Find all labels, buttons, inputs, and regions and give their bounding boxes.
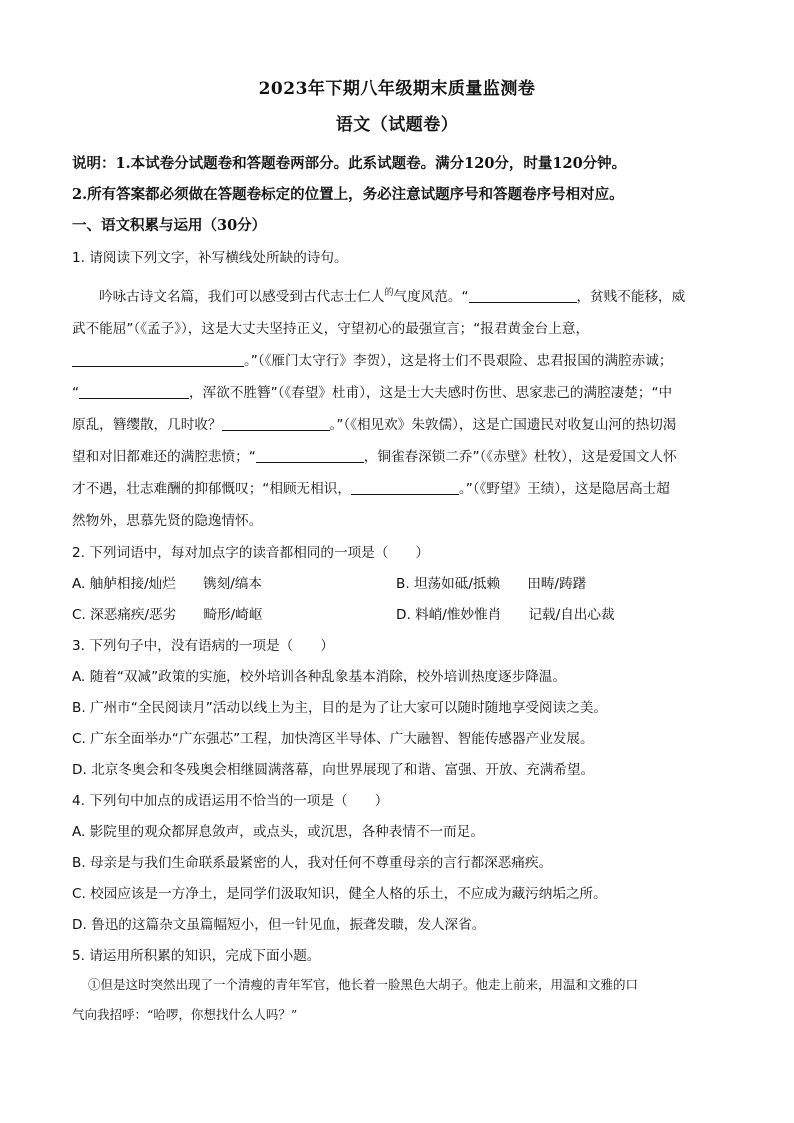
question-4-stem: 4. 下列句中加点的成语运用不恰当的一项是（ ） bbox=[72, 793, 389, 809]
answer-blank-3[interactable] bbox=[79, 384, 189, 399]
question-4-option-a[interactable]: A. 影院里的观众都屏息敛声，或点头，或沉思，各种表情不一而足。 bbox=[72, 824, 484, 840]
instruction-line-1: 说明：1.本试卷分试题卷和答题卷两部分。此系试题卷。满分120分，时量120分钟。 bbox=[72, 155, 627, 172]
question-1-line-7 bbox=[72, 477, 670, 497]
question-4-option-c[interactable]: C. 校园应该是一方净土，是同学们汲取知识，健全人格的乐土，不应成为藏污纳垢之所。 bbox=[72, 886, 607, 902]
q1-text: 。”（《相见欢》朱敦儒），这是亡国遗民对收复山河的热切渴 bbox=[329, 417, 677, 433]
question-1-line-6 bbox=[72, 445, 677, 465]
exam-subtitle: 语文（试题卷） bbox=[335, 115, 459, 135]
question-2-option-c[interactable]: C. 深恶痛疾/恶劣 畸形/崎岖 bbox=[72, 607, 263, 623]
question-1-line-5 bbox=[72, 413, 676, 433]
q1-text: “ bbox=[72, 385, 80, 401]
exam-title: 2023年下期八年级期末质量监测卷 bbox=[258, 79, 536, 99]
question-1-line-4 bbox=[72, 381, 672, 401]
section-heading: 一、语文积累与运用（30分） bbox=[72, 217, 267, 234]
q1-text: ，浑欲不胜簪”（《春望》杜甫），这是士大夫感时伤世、思家悲己的满腔凄楚；“中 bbox=[189, 385, 673, 401]
q1-text: 气度风范。“ bbox=[393, 289, 469, 305]
question-2-stem: 2. 下列词语中，每对加点字的读音都相同的一项是（ ） bbox=[72, 545, 430, 561]
q1-text: 吟咏古诗文名篇，我们可以感受到古代志士仁人 bbox=[99, 289, 385, 305]
question-4-option-d[interactable]: D. 鲁迅的这篇杂文虽篇幅短小，但一针见血，振聋发聩，发人深省。 bbox=[72, 917, 486, 933]
answer-blank-5[interactable] bbox=[256, 448, 364, 463]
question-2-option-d[interactable]: D. 料峭/惟妙惟肖 记载/自出心裁 bbox=[396, 607, 615, 623]
answer-blank-4[interactable] bbox=[222, 416, 330, 431]
question-3-stem: 3. 下列句子中，没有语病的一项是（ ） bbox=[72, 638, 334, 654]
question-2-option-b[interactable]: B. 坦荡如砥/抵赖 田畴/踌躇 bbox=[396, 576, 587, 592]
question-4-option-b[interactable]: B. 母亲是与我们生命联系最紧密的人，我对任何不尊重母亲的言行都深恶痛疾。 bbox=[72, 855, 553, 871]
question-1-line-1 bbox=[99, 285, 685, 305]
question-2-option-a[interactable]: A. 舳舻相接/灿烂 镌刻/缟本 bbox=[72, 576, 262, 592]
question-1-stem: 1. 请阅读下列文字，补写横线处所缺的诗句。 bbox=[72, 250, 348, 266]
question-1-line-2: 武不能屈”（《孟子》），这是大丈夫坚持正义，守望初心的最强宣言；“报君黄金台上意， bbox=[72, 321, 590, 337]
answer-blank-6[interactable] bbox=[351, 480, 459, 495]
question-1-line-8: 然物外，思慕先贤的隐逸情怀。 bbox=[72, 513, 263, 529]
q1-text: ，贫贱不能移，威 bbox=[576, 289, 686, 305]
passage-line-2: 气向我招呼：“哈啰，你想找什么人吗？” bbox=[72, 1007, 298, 1022]
q1-superscript: 的 bbox=[384, 288, 394, 298]
answer-blank-2[interactable] bbox=[72, 352, 244, 367]
q1-text: 才不遇，壮志难酬的抑郁慨叹；“相顾无相识， bbox=[72, 481, 351, 497]
q1-text: 原乱，簪缨散，几时收？ bbox=[72, 417, 222, 433]
q1-text: 。”（《雁门太守行》李贺），这是将士们不畏艰险、忠君报国的满腔赤诚； bbox=[244, 353, 673, 369]
q1-text: ，铜雀春深锁二乔”（《赤壁》杜牧），这是爱国文人怀 bbox=[363, 449, 677, 465]
instruction-line-2: 2.所有答案都必须做在答题卷标定的位置上，务必注意试题序号和答题卷序号相对应。 bbox=[72, 186, 624, 203]
question-3-option-c[interactable]: C. 广东全面举办“广东强芯”工程，加快湾区半导体、广大融智、智能传感器产业发展。 bbox=[72, 731, 594, 747]
question-1-line-3 bbox=[72, 349, 672, 369]
question-3-option-b[interactable]: B. 广州市“全民阅读月”活动以线上为主，目的是为了让大家可以随时随地享受阅读之美。 bbox=[72, 700, 608, 716]
q1-text: 。”（《野望》王绩），这是隐居高士超 bbox=[458, 481, 670, 497]
passage-line-1: ①但是这时突然出现了一个清瘦的青年军官，他长着一脸黑色大胡子。他走上前来，用温和文雅的口 bbox=[88, 977, 639, 992]
question-5-stem: 5. 请运用所积累的知识，完成下面小题。 bbox=[72, 948, 321, 964]
question-3-option-a[interactable]: A. 随着“双减”政策的实施，校外培训各种乱象基本消除，校外培训热度逐步降温。 bbox=[72, 669, 566, 685]
answer-blank-1[interactable] bbox=[469, 288, 577, 303]
question-3-option-d[interactable]: D. 北京冬奥会和冬残奥会相继圆满落幕，向世界展现了和谐、富强、开放、充满希望。 bbox=[72, 762, 595, 778]
q1-text: 望和对旧都难还的满腔悲愤；“ bbox=[72, 449, 256, 465]
